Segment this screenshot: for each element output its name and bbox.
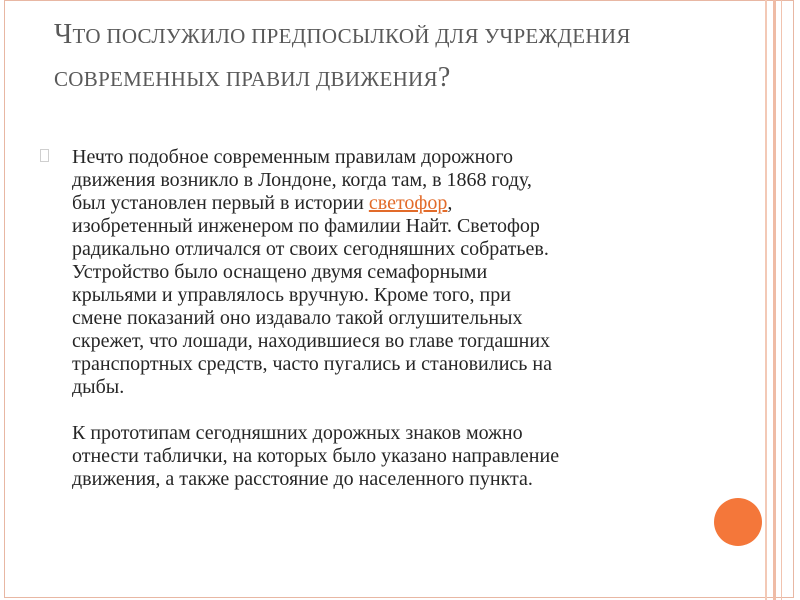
title-line-2: СОВРЕМЕННЫХ ПРАВИЛ ДВИЖЕНИЯ bbox=[54, 67, 438, 91]
decorative-rail bbox=[781, 0, 782, 600]
slide-title bbox=[54, 14, 734, 100]
paragraph-1-text-a: Нечто подобное современным правилам дорожного движения возникло в Лондоне, когда там, в 1868 году, был установлен первый в истории bbox=[72, 146, 532, 214]
svetofor-link[interactable]: светофор bbox=[368, 192, 448, 214]
title-question-mark: ? bbox=[437, 62, 451, 93]
decorative-orange-circle bbox=[714, 498, 762, 546]
square-bullet-icon bbox=[40, 149, 54, 165]
paragraph-1 bbox=[72, 146, 700, 399]
decorative-rail bbox=[765, 0, 767, 600]
paragraph-2: К прототипам сегодняшних дорожных знаков можно отнести таблички, на которых было указано направление движения, а также расстояние до населенного пункта. bbox=[72, 422, 560, 490]
title-first-letter: Ч bbox=[54, 19, 73, 50]
decorative-rail bbox=[773, 0, 776, 600]
paragraph-1-text-b: , изобретенный инженером по фамилии Найт. Светофор радикально отличался от своих сегодняшних собратьев. Устройство было оснащено двумя семафорными крыльями и управлялось вручную. Кроме того, при смене показаний оно издавало такой оглушительных скрежет, что лошади, находившиеся во главе тогдашних транспортных средств, часто пугались и становились на дыбы. bbox=[72, 192, 552, 398]
content-bullet bbox=[40, 146, 700, 491]
title-line-1: ТО ПОСЛУЖИЛО ПРЕДПОСЫЛКОЙ ДЛЯ УЧРЕЖДЕНИЯ bbox=[72, 24, 631, 48]
